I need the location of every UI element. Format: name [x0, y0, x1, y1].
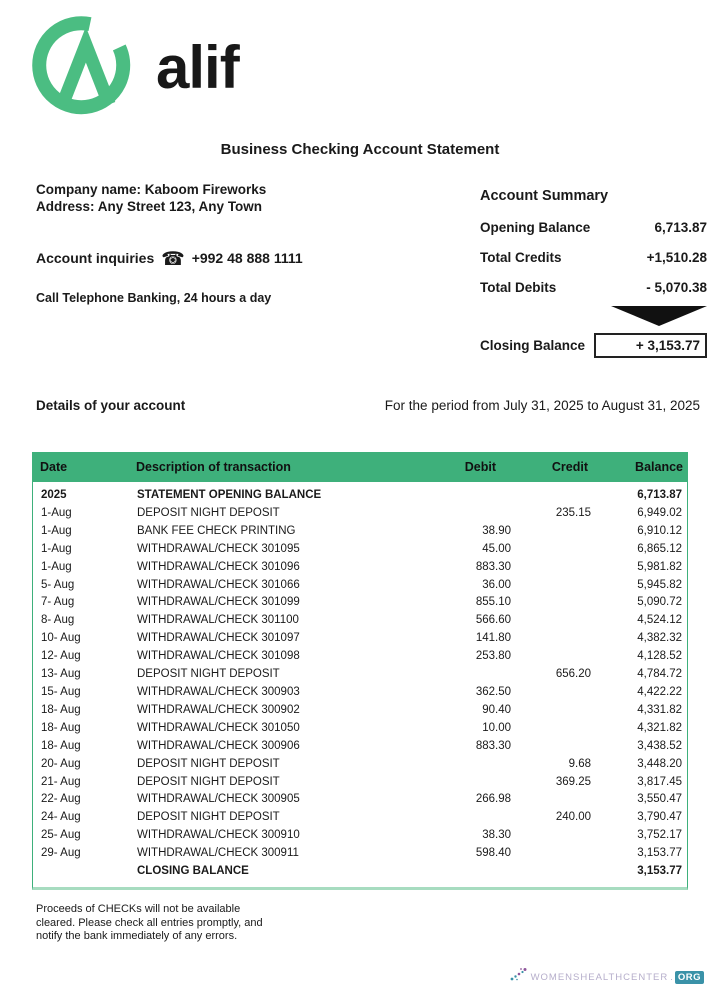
- cell-balance: 4,321.82: [637, 721, 682, 734]
- table-row: [33, 809, 687, 827]
- statement-period: For the period from July 31, 2025 to August 31, 2025: [384, 398, 700, 413]
- table-row: [33, 612, 687, 630]
- cell-date: 7- Aug: [41, 596, 75, 609]
- company-block: [36, 181, 266, 215]
- cell-balance: 3,153.77: [637, 847, 682, 860]
- cell-description: CLOSING BALANCE: [137, 865, 249, 878]
- cell-balance: 4,784.72: [637, 668, 682, 681]
- cell-debit: 10.00: [482, 721, 511, 734]
- cell-description: WITHDRAWAL/CHECK 300903: [137, 685, 300, 698]
- cell-description: WITHDRAWAL/CHECK 300905: [137, 793, 300, 806]
- cell-debit: 883.30: [475, 560, 511, 573]
- footer-line: notify the bank immediately of any errors.: [36, 930, 238, 942]
- cell-description: WITHDRAWAL/CHECK 300911: [137, 847, 299, 860]
- cell-debit: 362.50: [475, 685, 511, 698]
- cell-balance: 3,550.47: [637, 793, 682, 806]
- cell-credit: [511, 720, 591, 738]
- cell-debit: 38.90: [482, 524, 511, 537]
- cell-balance: 3,438.52: [637, 739, 682, 752]
- cell-description: WITHDRAWAL/CHECK 301096: [137, 560, 300, 573]
- closing-balance-label: Closing Balance: [480, 338, 586, 353]
- arrow-down-icon: [611, 306, 707, 326]
- cell-date: 24- Aug: [41, 811, 81, 824]
- telephone-banking-line: Call Telephone Banking, 24 hours a day: [36, 291, 272, 305]
- watermark-name: WOMENSHEALTHCENTER: [530, 972, 669, 983]
- table-row: [33, 791, 687, 809]
- cell-credit: [511, 845, 591, 863]
- cell-description: WITHDRAWAL/CHECK 300902: [137, 703, 300, 716]
- cell-description: WITHDRAWAL/CHECK 300910: [137, 829, 300, 842]
- cell-date: 12- Aug: [41, 650, 81, 663]
- cell-balance: 4,524.12: [637, 614, 682, 627]
- table-row: [33, 845, 687, 863]
- cell-balance: 6,865.12: [637, 542, 682, 555]
- summary-value: +1,510.28: [646, 250, 707, 265]
- cell-balance: 5,945.82: [637, 578, 682, 591]
- cell-credit: [511, 487, 591, 505]
- account-summary-title: Account Summary: [480, 188, 609, 204]
- header-date: Date: [40, 460, 68, 474]
- table-row: [33, 523, 687, 541]
- cell-description: WITHDRAWAL/CHECK 301099: [137, 596, 300, 609]
- cell-description: WITHDRAWAL/CHECK 301095: [137, 542, 300, 555]
- table-row: [33, 630, 687, 648]
- table-row: [33, 702, 687, 720]
- footer-line: cleared. Please check all entries promptly, and: [36, 916, 263, 929]
- cell-balance: 6,910.12: [637, 524, 682, 537]
- cell-balance: 3,790.47: [637, 811, 682, 824]
- details-title: Details of your account: [36, 398, 186, 413]
- table-row: [33, 505, 687, 523]
- bank-logo-icon: [28, 12, 140, 129]
- cell-balance: 5,090.72: [637, 596, 682, 609]
- cell-date: 8- Aug: [41, 614, 75, 627]
- cell-date: 18- Aug: [41, 739, 81, 752]
- cell-credit: [511, 791, 591, 809]
- table-row: [33, 648, 687, 666]
- cell-credit: [511, 738, 591, 756]
- cell-credit: [511, 612, 591, 630]
- phone-icon: ☎: [161, 249, 185, 270]
- company-name-line: Company name: Kaboom Fireworks: [36, 182, 267, 197]
- statement-title: Business Checking Account Statement: [220, 141, 500, 158]
- account-inquiries-label: Account inquiries: [36, 250, 155, 266]
- cell-credit: [511, 541, 591, 559]
- cell-debit: 90.40: [482, 703, 511, 716]
- cell-description: DEPOSIT NIGHT DEPOSIT: [137, 668, 280, 681]
- cell-description: BANK FEE CHECK PRINTING: [137, 524, 296, 537]
- header-balance: Balance: [635, 460, 683, 474]
- cell-balance: 3,817.45: [637, 775, 682, 788]
- cell-debit: 566.60: [475, 614, 511, 627]
- summary-label: Opening Balance: [480, 220, 591, 235]
- bank-logo: [28, 12, 239, 129]
- cell-description: DEPOSIT NIGHT DEPOSIT: [137, 757, 280, 770]
- cell-credit: [511, 630, 591, 648]
- table-row: [33, 720, 687, 738]
- table-header-row: [32, 452, 688, 482]
- cell-date: 22- Aug: [41, 793, 81, 806]
- cell-credit: [511, 648, 591, 666]
- cell-credit: [511, 702, 591, 720]
- cell-debit: 855.10: [475, 596, 511, 609]
- cell-debit: 883.30: [475, 739, 511, 752]
- header-debit: Debit: [464, 460, 496, 474]
- account-inquiries-line: [36, 248, 303, 271]
- cell-balance: 4,422.22: [637, 685, 682, 698]
- cell-credit: [511, 523, 591, 541]
- cell-description: WITHDRAWAL/CHECK 300906: [137, 739, 300, 752]
- table-body: [32, 482, 688, 890]
- cell-date: 5- Aug: [41, 578, 75, 591]
- summary-value: - 5,070.38: [646, 280, 707, 295]
- bank-logo-text: alif: [156, 34, 239, 101]
- cell-credit: 240.00: [555, 811, 591, 824]
- cell-debit: 253.80: [475, 650, 511, 663]
- watermark-dots-icon: [509, 967, 529, 988]
- cell-date: 20- Aug: [41, 757, 81, 770]
- cell-debit: [439, 505, 511, 523]
- cell-balance: 3,752.17: [637, 829, 682, 842]
- cell-date: 18- Aug: [41, 721, 81, 734]
- cell-description: WITHDRAWAL/CHECK 301050: [137, 721, 300, 734]
- cell-debit: [439, 487, 511, 505]
- cell-date: 2025: [41, 489, 67, 501]
- summary-row-total-debits: [480, 280, 707, 295]
- cell-debit: [439, 809, 511, 827]
- cell-credit: [511, 577, 591, 595]
- cell-description: WITHDRAWAL/CHECK 301100: [137, 614, 299, 627]
- cell-debit: 598.40: [475, 847, 511, 860]
- cell-balance: 5,981.82: [637, 560, 682, 573]
- cell-date: 18- Aug: [41, 703, 81, 716]
- cell-credit: [511, 559, 591, 577]
- closing-balance-row: [480, 333, 707, 358]
- table-row: [33, 738, 687, 756]
- cell-credit: 656.20: [555, 668, 591, 681]
- summary-row-total-credits: [480, 250, 707, 265]
- cell-balance: 4,128.52: [637, 650, 682, 663]
- footer-line: Proceeds of CHECKs will not be available: [36, 903, 241, 915]
- cell-description: DEPOSIT NIGHT DEPOSIT: [137, 506, 280, 519]
- table-row: [33, 863, 687, 881]
- cell-date: 1-Aug: [41, 560, 72, 573]
- cell-credit: 235.15: [555, 506, 591, 519]
- cell-debit: [439, 756, 511, 774]
- cell-debit: [439, 774, 511, 792]
- table-row: [33, 594, 687, 612]
- cell-credit: 9.68: [568, 757, 591, 770]
- header-credit: Credit: [551, 460, 588, 474]
- table-row: [33, 559, 687, 577]
- cell-balance: 3,153.77: [637, 865, 682, 878]
- table-row: [33, 756, 687, 774]
- cell-balance: 4,382.32: [637, 632, 682, 645]
- table-row: [33, 827, 687, 845]
- cell-date: 1-Aug: [41, 506, 72, 519]
- cell-description: WITHDRAWAL/CHECK 301098: [137, 650, 300, 663]
- cell-date: 29- Aug: [41, 847, 81, 860]
- account-inquiries-phone: +992 48 888 1111: [191, 250, 303, 266]
- summary-row-opening-balance: [480, 220, 707, 235]
- cell-description: DEPOSIT NIGHT DEPOSIT: [137, 775, 280, 788]
- cell-date: 13- Aug: [41, 668, 81, 681]
- cell-balance: 3,448.20: [637, 757, 682, 770]
- cell-date: 15- Aug: [41, 685, 81, 698]
- watermark-dot: .: [670, 972, 673, 983]
- cell-date: 10- Aug: [41, 632, 81, 645]
- transactions-table: [32, 452, 688, 890]
- cell-credit: [511, 863, 591, 881]
- cell-debit: [439, 863, 511, 881]
- cell-credit: [511, 827, 591, 845]
- header-description: Description of transaction: [136, 460, 291, 474]
- summary-label: Total Credits: [480, 250, 562, 265]
- cell-balance: 6,949.02: [637, 506, 682, 519]
- cell-debit: [439, 666, 511, 684]
- cell-balance: 4,331.82: [637, 703, 682, 716]
- footer-note: [36, 903, 263, 944]
- cell-description: DEPOSIT NIGHT DEPOSIT: [137, 811, 280, 824]
- table-row: [33, 666, 687, 684]
- watermark-org-badge: ORG: [675, 971, 704, 984]
- cell-credit: [511, 684, 591, 702]
- table-row: [33, 577, 687, 595]
- cell-credit: [511, 594, 591, 612]
- watermark: [509, 967, 704, 988]
- table-row: [33, 684, 687, 702]
- cell-date: 21- Aug: [41, 775, 81, 788]
- cell-debit: 266.98: [475, 793, 511, 806]
- cell-date: 25- Aug: [41, 829, 81, 842]
- cell-debit: 38.30: [482, 829, 511, 842]
- table-row: [33, 541, 687, 559]
- cell-date: 1-Aug: [41, 524, 72, 537]
- summary-label: Total Debits: [480, 280, 557, 295]
- cell-description: WITHDRAWAL/CHECK 301066: [137, 578, 300, 591]
- cell-balance: 6,713.87: [637, 489, 682, 501]
- cell-date: 1-Aug: [41, 542, 72, 555]
- closing-balance-value: + 3,153.77: [594, 333, 707, 358]
- company-address-line: Address: Any Street 123, Any Town: [36, 199, 263, 214]
- cell-description: WITHDRAWAL/CHECK 301097: [137, 632, 300, 645]
- cell-debit: 36.00: [482, 578, 511, 591]
- table-row: [33, 774, 687, 792]
- cell-credit: 369.25: [555, 775, 591, 788]
- table-row: [33, 487, 687, 505]
- summary-value: 6,713.87: [654, 220, 707, 235]
- cell-debit: 45.00: [482, 542, 511, 555]
- cell-date: [33, 863, 137, 881]
- cell-debit: 141.80: [475, 632, 511, 645]
- cell-description: STATEMENT OPENING BALANCE: [137, 489, 322, 501]
